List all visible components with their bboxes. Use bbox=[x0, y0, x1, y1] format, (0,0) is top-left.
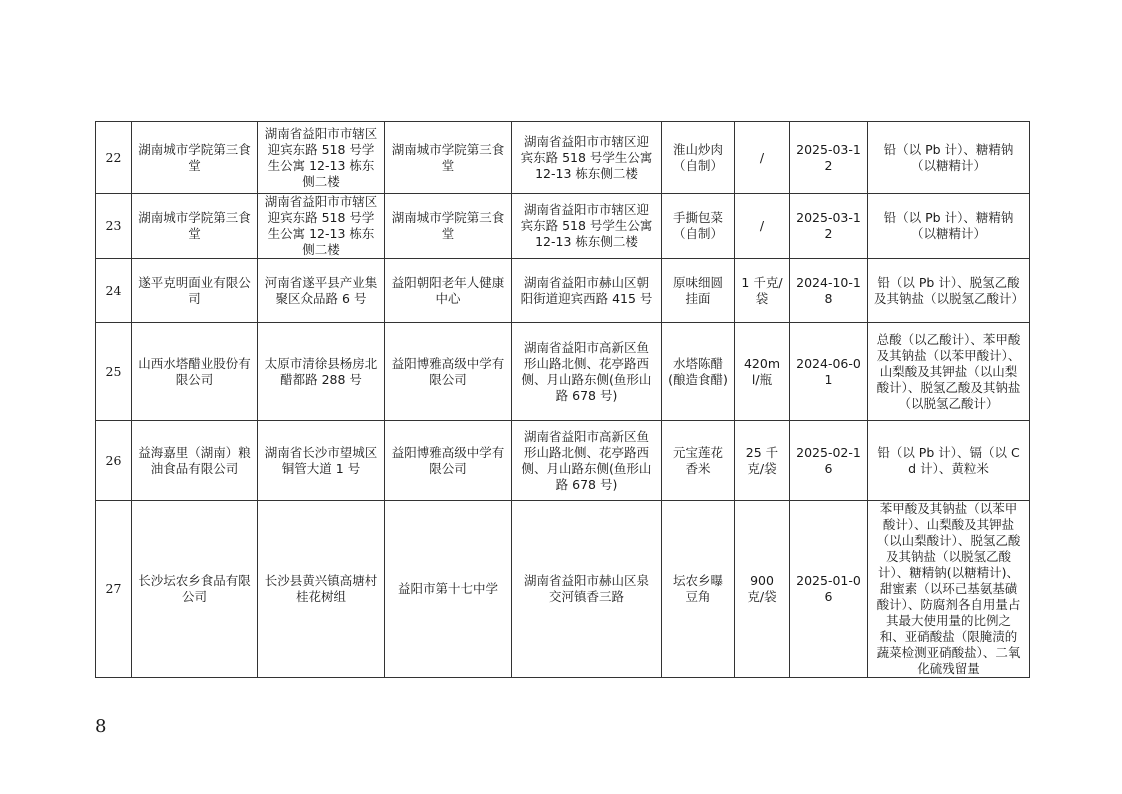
test-items-cell: 铅（以 Pb 计）、糖精钠（以糖精计） bbox=[868, 194, 1030, 259]
producer-address-cell: 湖南省益阳市市辖区迎宾东路 518 号学生公寓 12-13 栋东侧二楼 bbox=[258, 122, 385, 194]
producer-name-cell: 遂平克明面业有限公司 bbox=[132, 259, 258, 323]
row-number: 24 bbox=[96, 259, 132, 323]
row-number: 27 bbox=[96, 501, 132, 678]
production-date-cell: 2025-01-06 bbox=[790, 501, 868, 678]
producer-address-cell: 湖南省长沙市望城区铜管大道 1 号 bbox=[258, 421, 385, 501]
sampled-unit-cell: 益阳博雅高级中学有限公司 bbox=[385, 323, 512, 421]
test-items-cell: 铅（以 Pb 计）、脱氢乙酸及其钠盐（以脱氢乙酸计） bbox=[868, 259, 1030, 323]
row-number: 22 bbox=[96, 122, 132, 194]
table-row bbox=[96, 122, 1030, 194]
product-name-cell: 原味细圆挂面 bbox=[662, 259, 735, 323]
test-items-cell: 总酸（以乙酸计）、苯甲酸及其钠盐（以苯甲酸计）、山梨酸及其钾盐（以山梨酸计）、脱氢乙酸及其钠盐（以脱氢乙酸计） bbox=[868, 323, 1030, 421]
sampled-unit-cell: 湖南城市学院第三食堂 bbox=[385, 122, 512, 194]
producer-name-cell: 湖南城市学院第三食堂 bbox=[132, 194, 258, 259]
row-number: 23 bbox=[96, 194, 132, 259]
production-date-cell: 2024-10-18 bbox=[790, 259, 868, 323]
table-row bbox=[96, 421, 1030, 501]
production-date-cell: 2025-03-12 bbox=[790, 194, 868, 259]
test-items-cell: 苯甲酸及其钠盐（以苯甲酸计）、山梨酸及其钾盐（以山梨酸计）、脱氢乙酸及其钠盐（以脱氢乙酸计）、糖精钠(以糖精计)、甜蜜素（以环己基氨基磺酸计）、防腐剂各自用量占其最大使用量的比例之和、亚硝酸盐（限腌渍的蔬菜检测亚硝酸盐）、二氧化硫残留量 bbox=[868, 501, 1030, 678]
producer-address-cell: 太原市清徐县杨房北醋都路 288 号 bbox=[258, 323, 385, 421]
table-row bbox=[96, 259, 1030, 323]
specification-cell: 900 克/袋 bbox=[735, 501, 790, 678]
sampling-results-table bbox=[95, 121, 1030, 678]
production-date-cell: 2025-03-12 bbox=[790, 122, 868, 194]
page-number: 8 bbox=[95, 716, 107, 737]
producer-address-cell: 长沙县黄兴镇高塘村桂花树组 bbox=[258, 501, 385, 678]
table-row bbox=[96, 501, 1030, 678]
product-name-cell: 水塔陈醋(酿造食醋) bbox=[662, 323, 735, 421]
product-name-cell: 坛农乡曝豆角 bbox=[662, 501, 735, 678]
producer-name-cell: 山西水塔醋业股份有限公司 bbox=[132, 323, 258, 421]
producer-address-cell: 河南省遂平县产业集聚区众品路 6 号 bbox=[258, 259, 385, 323]
specification-cell: 1 千克/袋 bbox=[735, 259, 790, 323]
sampled-unit-cell: 益阳朝阳老年人健康中心 bbox=[385, 259, 512, 323]
production-date-cell: 2025-02-16 bbox=[790, 421, 868, 501]
specification-cell: 420ml/瓶 bbox=[735, 323, 790, 421]
table-body bbox=[96, 122, 1030, 678]
row-number: 25 bbox=[96, 323, 132, 421]
sampled-unit-address-cell: 湖南省益阳市赫山区朝阳街道迎宾西路 415 号 bbox=[512, 259, 662, 323]
sampled-unit-cell: 益阳博雅高级中学有限公司 bbox=[385, 421, 512, 501]
producer-name-cell: 长沙坛农乡食品有限公司 bbox=[132, 501, 258, 678]
sampled-unit-address-cell: 湖南省益阳市高新区鱼形山路北侧、花亭路西侧、月山路东侧(鱼形山路 678 号) bbox=[512, 421, 662, 501]
test-items-cell: 铅（以 Pb 计）、糖精钠（以糖精计） bbox=[868, 122, 1030, 194]
sampled-unit-address-cell: 湖南省益阳市高新区鱼形山路北侧、花亭路西侧、月山路东侧(鱼形山路 678 号) bbox=[512, 323, 662, 421]
sampled-unit-cell: 益阳市第十七中学 bbox=[385, 501, 512, 678]
row-number: 26 bbox=[96, 421, 132, 501]
sampled-unit-cell: 湖南城市学院第三食堂 bbox=[385, 194, 512, 259]
sampled-unit-address-cell: 湖南省益阳市赫山区泉交河镇香三路 bbox=[512, 501, 662, 678]
test-items-cell: 铅（以 Pb 计）、镉（以 Cd 计）、黄粒米 bbox=[868, 421, 1030, 501]
sampled-unit-address-cell: 湖南省益阳市市辖区迎宾东路 518 号学生公寓 12-13 栋东侧二楼 bbox=[512, 122, 662, 194]
specification-cell: / bbox=[735, 122, 790, 194]
producer-name-cell: 益海嘉里（湖南）粮油食品有限公司 bbox=[132, 421, 258, 501]
product-name-cell: 手撕包菜（自制） bbox=[662, 194, 735, 259]
producer-address-cell: 湖南省益阳市市辖区迎宾东路 518 号学生公寓 12-13 栋东侧二楼 bbox=[258, 194, 385, 259]
table-row bbox=[96, 323, 1030, 421]
specification-cell: 25 千克/袋 bbox=[735, 421, 790, 501]
specification-cell: / bbox=[735, 194, 790, 259]
producer-name-cell: 湖南城市学院第三食堂 bbox=[132, 122, 258, 194]
production-date-cell: 2024-06-01 bbox=[790, 323, 868, 421]
product-name-cell: 元宝莲花香米 bbox=[662, 421, 735, 501]
product-name-cell: 淮山炒肉（自制） bbox=[662, 122, 735, 194]
table-row bbox=[96, 194, 1030, 259]
sampled-unit-address-cell: 湖南省益阳市市辖区迎宾东路 518 号学生公寓 12-13 栋东侧二楼 bbox=[512, 194, 662, 259]
